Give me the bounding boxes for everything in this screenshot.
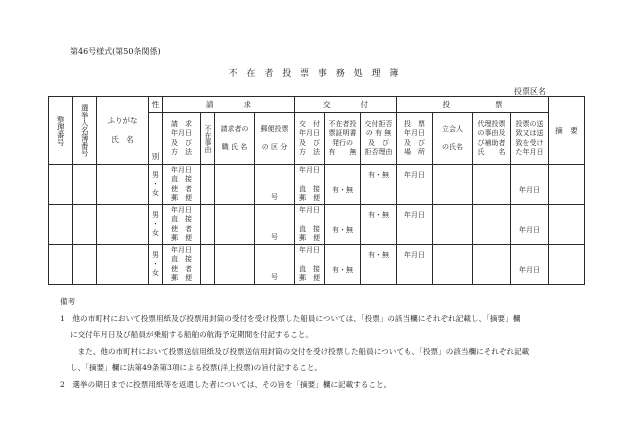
cell-absence-reason (201, 245, 215, 285)
header-seiri: 整理番号 (49, 97, 73, 165)
cell-requester (215, 165, 255, 205)
cell-tekiyo (549, 205, 585, 245)
header-tohyo: 投 票 (397, 97, 549, 113)
note-line: 2 選挙の期日までに投票用紙等を返還した者については、その旨を「摘要」欄に記載すること。 (60, 379, 392, 389)
cell-delivery: 年月日 直 接 郵 便 (295, 245, 325, 285)
cell-sent-date: 年月日 (511, 165, 549, 205)
header-proxy: 代理投票 の事由及 び補助者 氏 名 (473, 113, 511, 165)
header-tekiyo: 摘 要 (549, 97, 585, 165)
cell-tekiyo (549, 245, 585, 285)
cell-sex: 男 ・ 女 (149, 205, 163, 245)
form-number: 第46号様式(第50条関係) (70, 47, 161, 56)
cell-senkyonin (73, 205, 97, 245)
note-line: また、他の市町村において投票送信用紙及び投票送信用封筒の交付を受け投票した船員についても、「投票」の該当欄にそれぞれ記載 (70, 346, 530, 356)
cell-delivery: 年月日 直 接 郵 便 (295, 165, 325, 205)
cell-vote-date: 年月日 (397, 245, 433, 285)
cell-postal: 号 (255, 165, 295, 205)
cell-proxy (473, 205, 511, 245)
note-line: に交付年月日及び船員が乗船する船舶の航海予定期間を付記すること。 (70, 330, 313, 339)
cell-certificate: 有・無 (325, 245, 361, 285)
header-certificate: 不在者投 票証明書 発行の 有 無 (325, 113, 361, 165)
cell-seiri (49, 165, 73, 205)
table-row (49, 245, 585, 285)
cell-senkyonin (73, 165, 97, 205)
cell-vote-date: 年月日 (397, 165, 433, 205)
cell-senkyonin (73, 245, 97, 285)
cell-postal: 号 (255, 205, 295, 245)
header-sex: 性 (149, 97, 163, 113)
note-line: し、「摘要」欄に法第49条第3項による投票(洋上投票)の旨付記すること。 (70, 363, 323, 372)
cell-sent-date: 年月日 (511, 245, 549, 285)
station-label: 投票区名 (514, 87, 546, 96)
cell-name (97, 205, 149, 245)
header-seikyu: 請 求 (163, 97, 295, 113)
cell-request-method: 年月日 直 接 使 者 郵 便 (163, 205, 201, 245)
table-row (49, 165, 585, 205)
cell-requester (215, 205, 255, 245)
cell-requester (215, 245, 255, 285)
cell-sex: 男 ・ 女 (149, 245, 163, 285)
header-absence-reason: 不在事由 (201, 113, 215, 165)
cell-refusal: 有・無 (361, 245, 397, 285)
cell-seiri (49, 245, 73, 285)
notes-section (60, 294, 600, 393)
cell-seiri (49, 205, 73, 245)
cell-absence-reason (201, 205, 215, 245)
header-requester: 請求者の 職 氏 名 (215, 113, 255, 165)
cell-request-method: 年月日 直 接 使 者 郵 便 (163, 245, 201, 285)
cell-proxy (473, 165, 511, 205)
header-postal: 郵便投票 の 区 分 (255, 113, 295, 165)
cell-tekiyo (549, 165, 585, 205)
cell-refusal: 有・無 (361, 165, 397, 205)
cell-certificate: 有・無 (325, 205, 361, 245)
cell-delivery: 年月日 直 接 郵 便 (295, 205, 325, 245)
header-witness: 立会人 の氏名 (433, 113, 473, 165)
cell-certificate: 有・無 (325, 165, 361, 205)
cell-witness (433, 245, 473, 285)
header-kofu-date: 交 付 年月日 及 び 方 法 (295, 113, 325, 165)
note-line: 1 他の市町村において投票用紙及び投票用封筒の受付を受け投票した船員については、「投票」の該当欄にそれぞれ記載し、「摘要」欄 (60, 313, 521, 323)
header-refusal: 交付拒否 の 有 無 及 び 拒否理由 (361, 113, 397, 165)
cell-witness (433, 165, 473, 205)
header-sent-date: 投票の送 致又は送 致を受け た年月日 (511, 113, 549, 165)
cell-sex: 男 ・ 女 (149, 165, 163, 205)
cell-postal: 号 (255, 245, 295, 285)
table-row (49, 205, 585, 245)
cell-proxy (473, 245, 511, 285)
header-name: ふりがな 氏 名 (97, 97, 149, 165)
header-vote-date: 投 票 年月日 及 び 場 所 (397, 113, 433, 165)
cell-vote-date: 年月日 (397, 205, 433, 245)
notes-heading: 備考 (60, 297, 76, 306)
header-sex-2: 別 (149, 113, 163, 165)
header-kofu: 交 付 (295, 97, 397, 113)
register-table (48, 96, 585, 285)
cell-absence-reason (201, 165, 215, 205)
cell-request-method: 年月日 直 接 使 者 郵 便 (163, 165, 201, 205)
header-senkyonin: 選挙人名簿番号 (73, 97, 97, 165)
cell-sent-date: 年月日 (511, 205, 549, 245)
cell-witness (433, 205, 473, 245)
header-seikyu-date: 請 求 年月日 及 び 方 法 (163, 113, 201, 165)
cell-refusal: 有・無 (361, 205, 397, 245)
page-title: 不 在 者 投 票 事 務 処 理 簿 (228, 69, 402, 79)
cell-name (97, 165, 149, 205)
cell-name (97, 245, 149, 285)
